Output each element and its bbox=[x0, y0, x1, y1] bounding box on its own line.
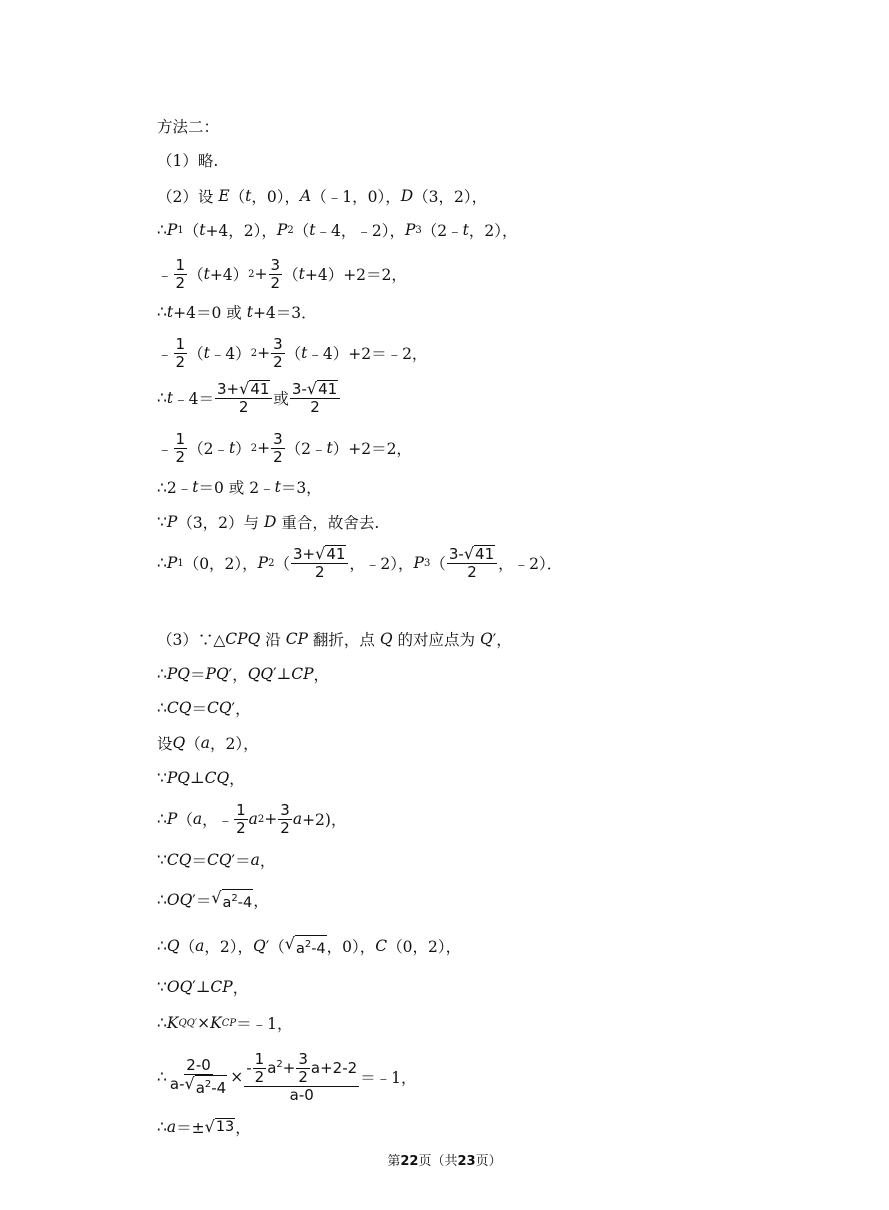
result-3: ∴2﹣ t ＝0 或 2﹣ t ＝3， bbox=[157, 478, 322, 497]
discard-note: ∵ P （3，2） 与 D 重合，故舍去. bbox=[157, 513, 380, 532]
fraction: 3- √ 41 2 bbox=[290, 380, 340, 416]
equation-2: ﹣ $\frac{1}{2}$ （ t ﹣4） 2 + $\frac{3}{2}$ （ t ﹣4）+2＝﹣2， bbox=[157, 334, 428, 371]
total-pages: 23 bbox=[457, 1154, 476, 1169]
page-footer: 第22页（共23页） bbox=[387, 1154, 502, 1169]
fraction: $\frac{1}{2}$ bbox=[175, 429, 186, 466]
fraction: $\frac{3}{2}$ bbox=[270, 255, 281, 292]
result-2: ∴ t ﹣4＝ 3+ √ 41 2 或 3- √ 41 2 bbox=[157, 378, 341, 418]
fraction: 3+ √ 41 2 bbox=[215, 380, 272, 416]
square-root: √ 13 bbox=[204, 1117, 235, 1136]
result-1: ∴ t +4＝0 或 t +4＝3． bbox=[157, 303, 317, 322]
step-3-line-8: ∴ OQ ′＝ √ $a^2-4$ ， bbox=[157, 887, 269, 911]
square-root: √ $a^2-4$ bbox=[211, 887, 253, 911]
step-3-line-9: ∴ Q （ a ，2）， Q ′（ √ $a^2-4$ ，0）， C （0，2）， bbox=[157, 933, 462, 957]
fraction: $\frac{3}{2}$ bbox=[273, 429, 283, 466]
final-points: ∴ P 1 （0，2）， P 2 （ 3+ √ 41 2 ，﹣2）， P 3 （ 3- √ 41 2 ，﹣2）． bbox=[157, 544, 563, 581]
step-3-line-2: ∴ PQ ＝ PQ ′， QQ ′⊥ CP ， bbox=[157, 665, 330, 684]
step-3-line-5: ∵ PQ ⊥ CQ ， bbox=[157, 769, 245, 788]
step-3-line-3: ∴ CQ ＝ CQ ′， bbox=[157, 699, 251, 718]
equation-1: ﹣ $\frac{1}{2}$ （ t +4） 2 + $\frac{3}{2}$ （ t +4）+2＝2， bbox=[157, 255, 407, 292]
step-2-points: ∴ P 1 （ t +4，2）， P 2 （ t ﹣4，﹣2）， P 3 （2﹣ t ，2）， bbox=[157, 221, 518, 240]
square-root: √ $a^2-4$ bbox=[284, 933, 326, 957]
section-heading: 方法二： bbox=[157, 118, 220, 136]
step-1: （1）略. bbox=[157, 152, 219, 170]
step-3-line-6: ∴ P （ a ，﹣ $\frac{1}{2}$ a 2 + $\frac{3}{2}$ a +2)， bbox=[157, 800, 347, 837]
step-3-line-7: ∵ CQ ＝ CQ ′＝ a ， bbox=[157, 851, 276, 870]
fraction: $\frac{1}{2}$ bbox=[236, 800, 246, 837]
fraction: - $\frac{1}{2}$ $a^2+$ $\frac{3}{2}$ a+2-2 a-0 bbox=[246, 1049, 358, 1104]
step-3-setup: （3）∵△ CPQ 沿 CP 翻折，点 Q 的对应点为 Q ′， bbox=[157, 630, 512, 649]
step-3-line-12: ∴ 2-0 a- √ $a^2-4$ × - $\frac{1}{2}$ $a^2+$ $\frac{3}{2}$ a+2-2 a-0 ＝﹣1， bbox=[157, 1049, 417, 1104]
fraction: $\frac{3}{2}$ bbox=[273, 334, 283, 371]
fraction: $\frac{1}{2}$ bbox=[175, 334, 186, 371]
step-2-setup: （2）设 E （ t ，0）， A （﹣1，0）， D （3，2）， bbox=[157, 187, 488, 206]
fraction: $\frac{1}{2}$ bbox=[175, 255, 186, 292]
equation-3: ﹣ $\frac{1}{2}$ （2﹣ t ） 2 + $\frac{3}{2}$ （2﹣ t ）+2＝2， bbox=[157, 429, 412, 466]
fraction: $\frac{3}{2}$ bbox=[280, 800, 290, 837]
fraction: 2-0 a- √ $a^2-4$ bbox=[169, 1056, 227, 1097]
fraction: 3+ √ 41 2 bbox=[291, 545, 348, 581]
step-3-line-13: ∴ a ＝± √ 13 ， bbox=[157, 1117, 251, 1137]
fraction: 3- √ 41 2 bbox=[447, 545, 497, 581]
step-3-line-10: ∵ OQ ′⊥ CP ， bbox=[157, 978, 249, 997]
step-3-line-4: 设 Q （ a ，2）， bbox=[157, 734, 259, 753]
page-number: 22 bbox=[400, 1154, 419, 1169]
step-3-line-11: ∴ K QQ′ × K CP ＝﹣1， bbox=[157, 1014, 293, 1033]
